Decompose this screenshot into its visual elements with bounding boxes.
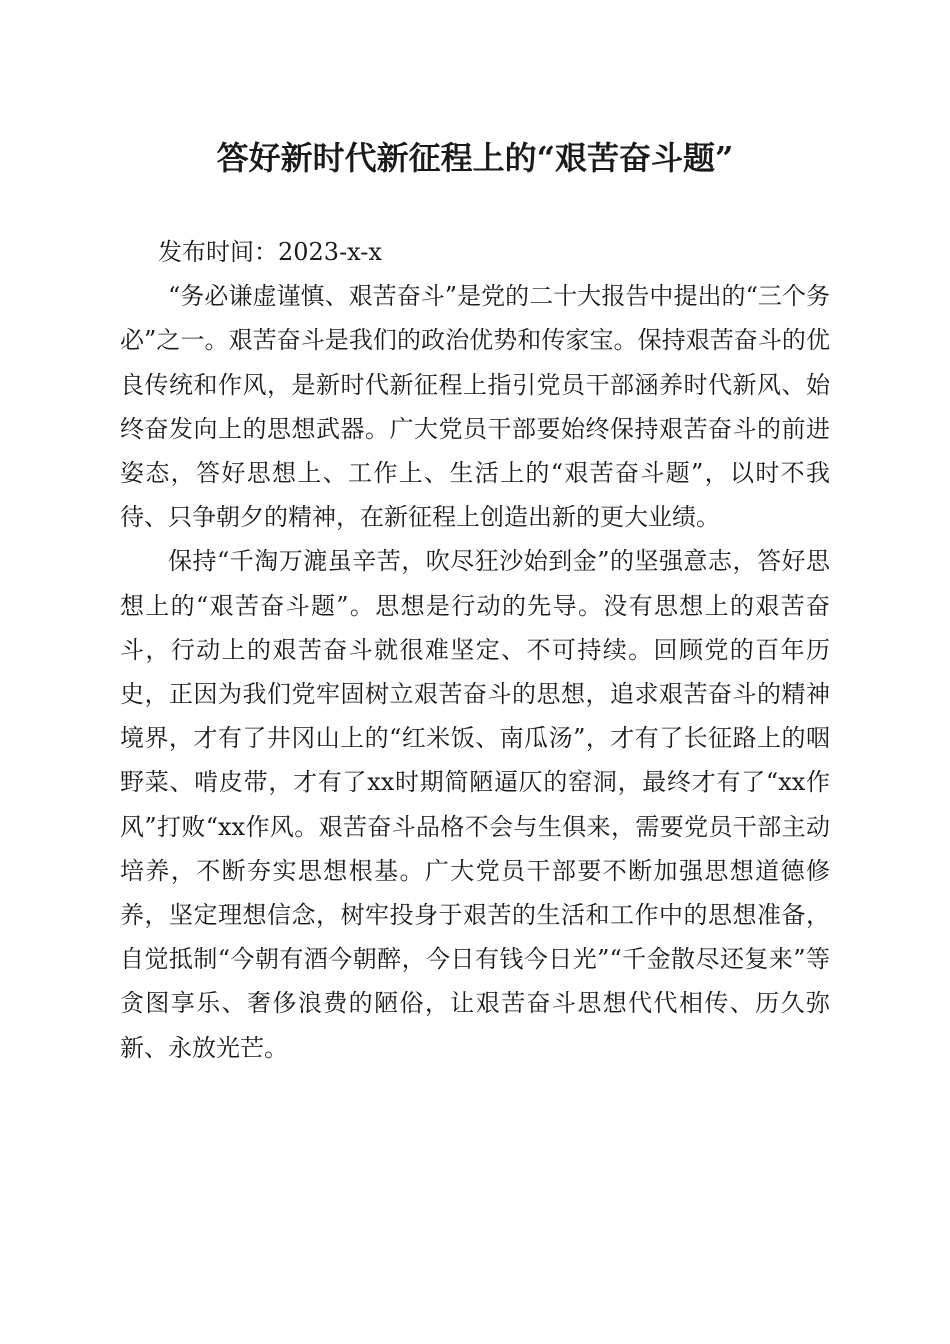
publish-date: 发布时间：2023-x-x	[158, 238, 382, 266]
paragraph-intro: “务必谦虚谨慎、艰苦奋斗”是党的二十大报告中提出的“三个务必”之一。艰苦奋斗是我们的政治优势和传家宝。保持艰苦奋斗的优良传统和作风，是新时代新征程上指引党员干部涵养时代新风、始终奋发向上的思想武器。广大党员干部要始终保持艰苦奋斗的前进姿态，答好思想上、工作上、生活上的“艰苦奋斗题”，以时不我待、只争朝夕的精神，在新征程上创造出新的更大业绩。	[120, 282, 830, 532]
document-title: 答好新时代新征程上的“艰苦奋斗题”	[216, 139, 734, 177]
document-body	[120, 230, 830, 1070]
paragraph-thought: 保持“千淘万漉虽辛苦，吹尽狂沙始到金”的坚强意志，答好思想上的“艰苦奋斗题”。思想是行动的先导。没有思想上的艰苦奋斗，行动上的艰苦奋斗就很难坚定、不可持续。回顾党的百年历史，正因为我们党牢固树立艰苦奋斗的思想，追求艰苦奋斗的精神境界，才有了井冈山上的“红米饭、南瓜汤”，才有了长征路上的咽野菜、啃皮带，才有了xx时期简陋逼仄的窑洞，最终才有了“xx作风”打败“xx作风。艰苦奋斗品格不会与生俱来，需要党员干部主动培养，不断夯实思想根基。广大党员干部要不断加强思想道德修养，坚定理想信念，树牢投身于艰苦的生活和工作中的思想准备，自觉抵制“今朝有酒今朝醉，今日有钱今日光”“千金散尽还复来”等贪图享乐、奢侈浪费的陋俗，让艰苦奋斗思想代代相传、历久弥新、永放光芒。	[120, 547, 830, 1062]
